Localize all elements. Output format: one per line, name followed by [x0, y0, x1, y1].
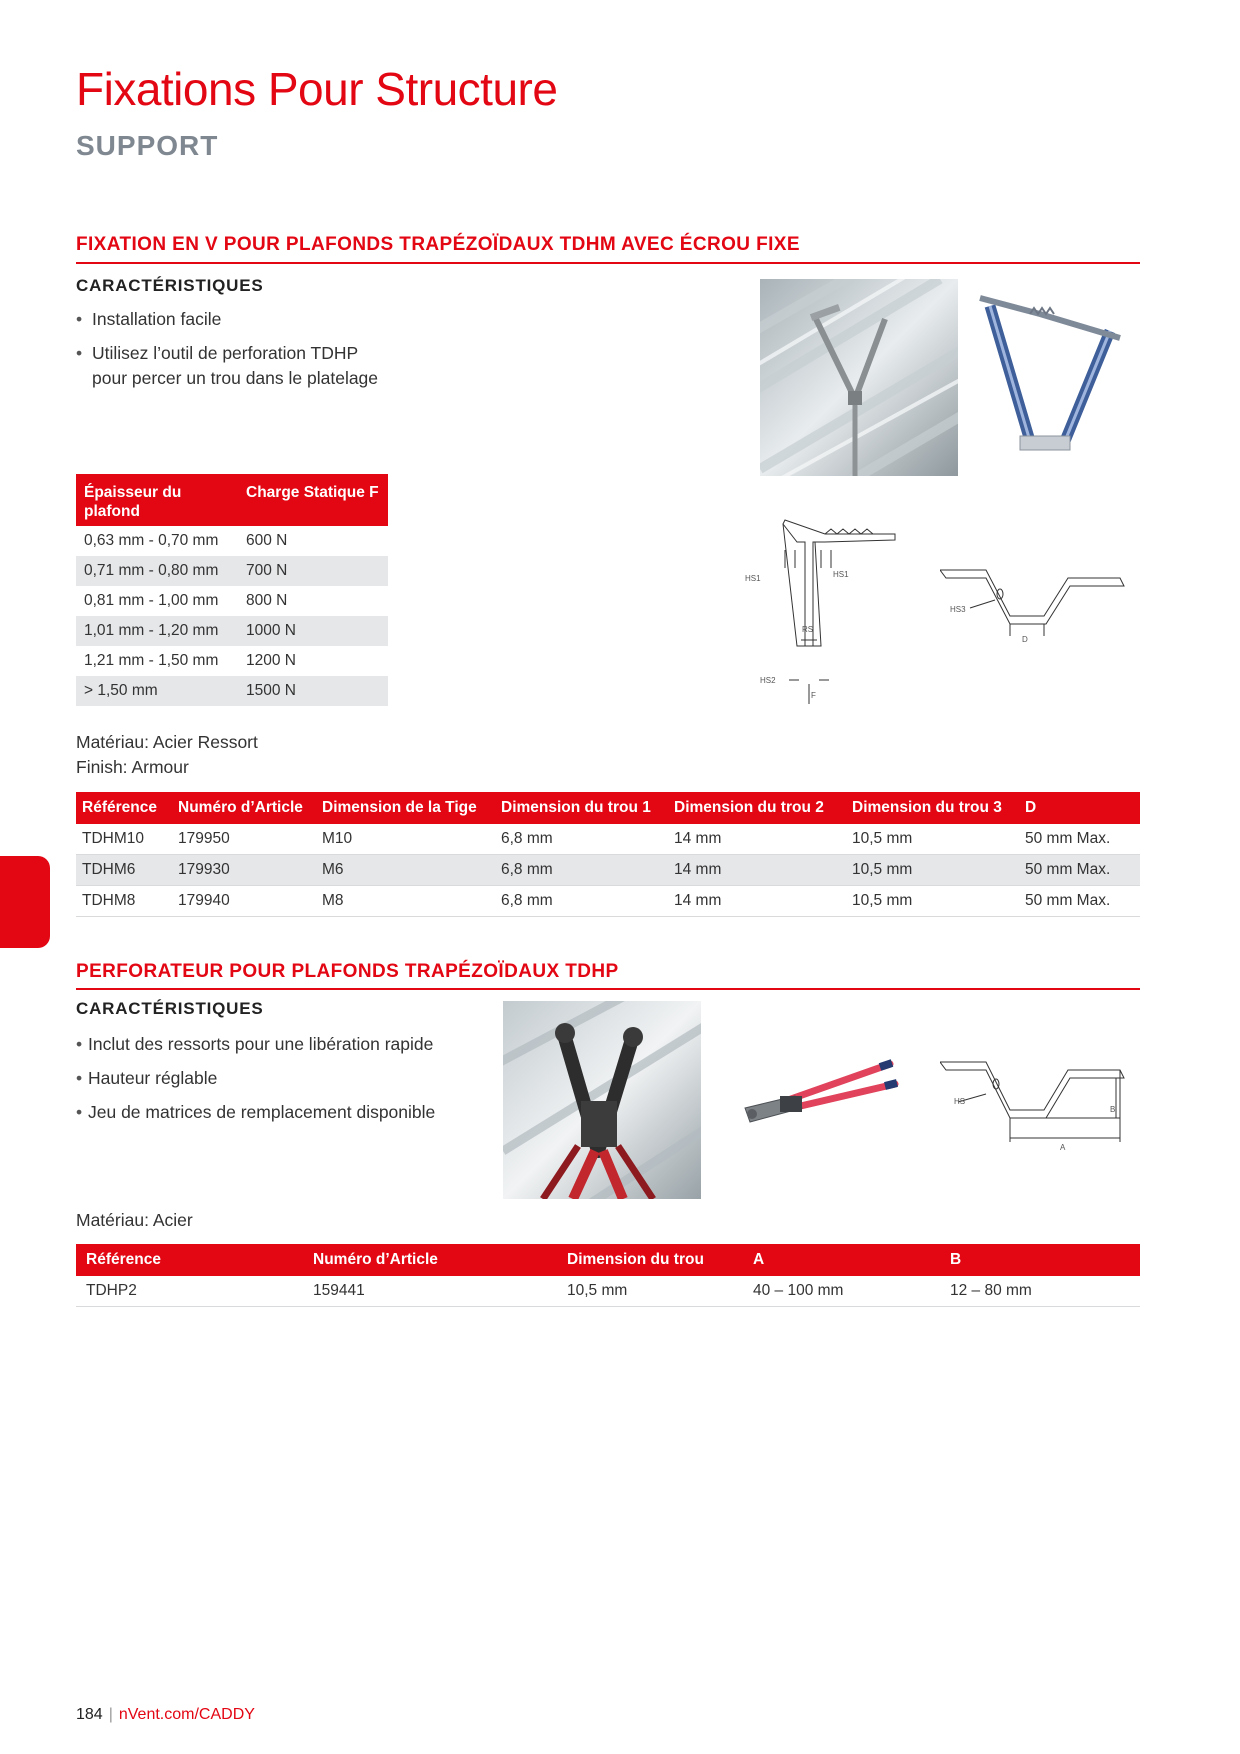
page-subtitle: SUPPORT	[76, 130, 219, 161]
table-row	[76, 526, 388, 556]
table-cell: 1,21 mm - 1,50 mm	[84, 652, 219, 669]
section2-material: Matériau: Acier	[76, 1210, 193, 1230]
ref-table-header: D	[1019, 792, 1140, 824]
tdhm-installed-photo	[760, 279, 958, 476]
load-table-header: Charge Statique F	[238, 474, 388, 526]
diagram-label: HS1	[745, 574, 761, 583]
table-cell: 14 mm	[668, 886, 846, 917]
table-row	[76, 646, 388, 676]
table-cell: 6,8 mm	[495, 855, 668, 886]
section2-features-heading: CARACTÉRISTIQUES	[76, 999, 264, 1018]
table-row	[76, 855, 1140, 886]
ref-table-header: Dimension du trou 2	[668, 792, 846, 824]
diagram-label: HS	[954, 1097, 966, 1106]
page-title: Fixations Pour Structure	[76, 63, 558, 115]
tdhp-installed-photo	[503, 1001, 701, 1199]
section1-rule	[76, 262, 1140, 264]
feature-item: • Inclut des ressorts pour une libération rapide	[76, 1032, 476, 1057]
section1-material: Matériau: Acier Ressort	[76, 732, 258, 752]
table-row	[76, 1276, 1140, 1307]
table-cell: > 1,50 mm	[76, 676, 238, 706]
tdhm-product-photo	[970, 286, 1130, 466]
page-footer	[76, 1706, 255, 1724]
diagram-label: HS1	[833, 570, 849, 579]
ref-table-header: Référence	[76, 1244, 307, 1276]
table-cell: 6,8 mm	[495, 886, 668, 917]
diagram-label: F	[811, 691, 816, 700]
section2-feature-list	[76, 1032, 476, 1134]
tdhp-reference-table	[76, 1244, 1140, 1307]
table-cell: 800 N	[246, 592, 288, 609]
table-cell: TDHM8	[76, 886, 172, 917]
table-cell: 10,5 mm	[846, 824, 1019, 855]
ref-table-header: Numéro d’Article	[307, 1244, 561, 1276]
table-cell: 12 – 80 mm	[944, 1276, 1140, 1307]
section2-rule	[76, 988, 1140, 990]
tdhm-profile-diagram	[940, 556, 1130, 656]
ref-table-header: Dimension du trou	[561, 1244, 747, 1276]
table-row	[76, 824, 1140, 855]
table-cell: M10	[316, 824, 495, 855]
table-row	[76, 886, 1140, 917]
section1-heading: FIXATION EN V POUR PLAFONDS TRAPÉZOÏDAUX TDHM AVEC ÉCROU FIXE	[76, 234, 800, 255]
feature-item: • Hauteur réglable	[76, 1066, 476, 1091]
table-cell: 50 mm Max.	[1019, 824, 1140, 855]
table-row	[76, 556, 388, 586]
table-cell: 10,5 mm	[561, 1276, 747, 1307]
table-row	[76, 676, 388, 706]
table-cell: M8	[316, 886, 495, 917]
diagram-label: A	[1060, 1143, 1066, 1152]
table-cell: 1,01 mm - 1,20 mm	[76, 616, 238, 646]
table-cell: 700 N	[238, 556, 388, 586]
table-cell: 14 mm	[668, 824, 846, 855]
table-cell: 6,8 mm	[495, 824, 668, 855]
ref-table-header: A	[747, 1244, 944, 1276]
section2-heading: PERFORATEUR POUR PLAFONDS TRAPÉZOÏDAUX TDHP	[76, 961, 619, 982]
feature-item: • Jeu de matrices de remplacement disponible	[76, 1100, 476, 1125]
tdhm-side-diagram	[745, 516, 905, 716]
table-row	[76, 586, 388, 616]
table-cell: M6	[316, 855, 495, 886]
tdhm-reference-table	[76, 792, 1140, 917]
table-cell: TDHM6	[76, 855, 172, 886]
feature-item: • Utilisez l’outil de perforation TDHP pour percer un trou dans le platelage	[76, 341, 396, 391]
chapter-tab	[0, 856, 50, 948]
table-cell: 600 N	[246, 532, 288, 549]
load-table-header: Épaisseur du plafond	[76, 474, 238, 526]
table-cell: 1200 N	[246, 652, 296, 669]
table-cell: 10,5 mm	[846, 855, 1019, 886]
table-cell: 50 mm Max.	[1019, 886, 1140, 917]
table-cell: 50 mm Max.	[1019, 855, 1140, 886]
ref-table-header: Dimension de la Tige	[316, 792, 495, 824]
ref-table-header: Dimension du trou 1	[495, 792, 668, 824]
diagram-label: HS2	[760, 676, 776, 685]
table-cell: 10,5 mm	[846, 886, 1019, 917]
table-cell: 179950	[172, 824, 316, 855]
table-cell: 1500 N	[238, 676, 388, 706]
table-row	[76, 616, 388, 646]
tdhp-product-photo	[740, 1056, 900, 1136]
table-cell: 0,71 mm - 0,80 mm	[76, 556, 238, 586]
table-cell: 40 – 100 mm	[747, 1276, 944, 1307]
load-table	[76, 474, 388, 706]
tdhp-profile-diagram	[940, 1054, 1135, 1158]
table-cell: 0,63 mm - 0,70 mm	[84, 532, 219, 549]
ref-table-header: Numéro d’Article	[172, 792, 316, 824]
table-cell: 14 mm	[668, 855, 846, 886]
footer-link[interactable]: nVent.com/CADDY	[118, 1706, 255, 1723]
footer-separator: |	[108, 1706, 113, 1723]
table-cell: 159441	[307, 1276, 561, 1307]
table-cell: 1000 N	[238, 616, 388, 646]
table-cell: 179930	[172, 855, 316, 886]
diagram-label: D	[1022, 635, 1028, 644]
table-cell: 179940	[172, 886, 316, 917]
section1-finish: Finish: Armour	[76, 757, 189, 777]
ref-table-header: Référence	[76, 792, 172, 824]
ref-table-header: Dimension du trou 3	[846, 792, 1019, 824]
page-number: 184	[76, 1706, 103, 1723]
section1-feature-list	[76, 307, 396, 400]
section1-features-heading: CARACTÉRISTIQUES	[76, 276, 264, 295]
diagram-label: B	[1110, 1105, 1116, 1114]
diagram-label: RS	[802, 625, 814, 634]
table-cell: TDHM10	[76, 824, 172, 855]
diagram-label: HS3	[950, 605, 966, 614]
feature-item: • Installation facile	[76, 307, 396, 332]
ref-table-header: B	[944, 1244, 1140, 1276]
table-cell: 0,81 mm - 1,00 mm	[84, 592, 219, 609]
table-cell: TDHP2	[76, 1276, 307, 1307]
